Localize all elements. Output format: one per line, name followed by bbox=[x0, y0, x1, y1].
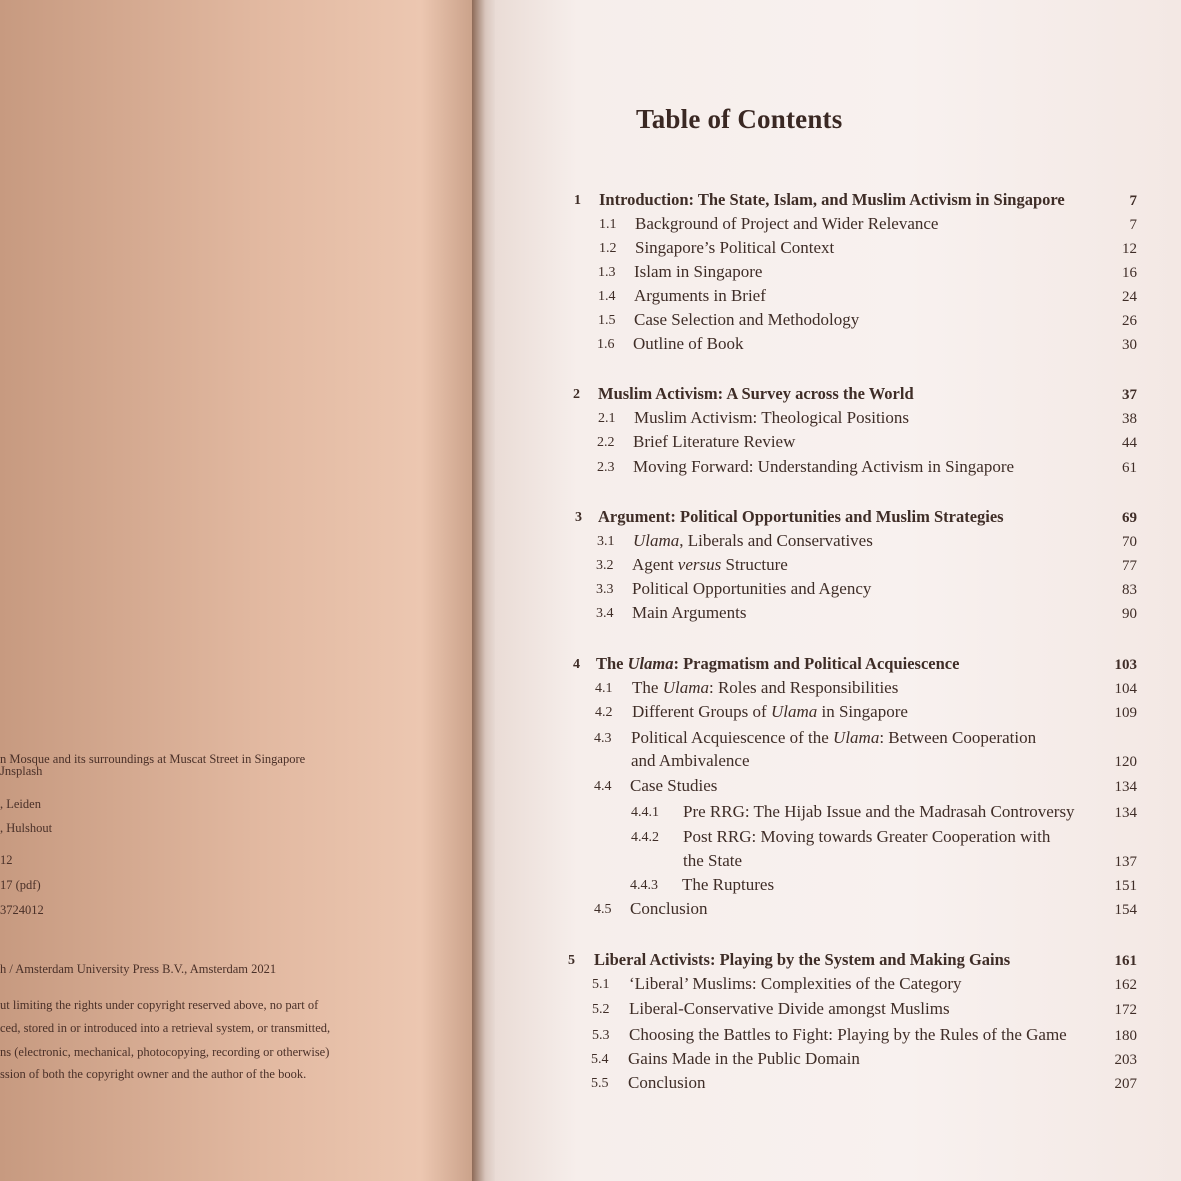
toc-page-number: 26 bbox=[1122, 313, 1137, 329]
toc-page-number: 70 bbox=[1122, 534, 1137, 550]
toc-page-number: 69 bbox=[1122, 510, 1137, 526]
toc-title: Table of Contents bbox=[636, 104, 843, 134]
rights-line-4: ssion of both the copyright owner and the author of the book. bbox=[0, 1067, 307, 1081]
toc-section-row bbox=[495, 334, 1181, 356]
toc-section-row bbox=[495, 751, 1181, 773]
toc-page-number: 24 bbox=[1122, 289, 1137, 305]
toc-number: 1 bbox=[574, 193, 581, 208]
toc-page-number: 151 bbox=[1114, 878, 1137, 894]
toc-number: 4.2 bbox=[595, 705, 613, 720]
toc-number: 3.1 bbox=[597, 534, 615, 549]
toc-section-row bbox=[495, 579, 1181, 601]
toc-section-row bbox=[495, 603, 1181, 625]
toc-page-number: 30 bbox=[1122, 337, 1137, 353]
toc-number: 5.2 bbox=[592, 1002, 610, 1017]
rights-line-1: ut limiting the rights under copyright reserved above, no part of bbox=[0, 998, 319, 1012]
printer-line: , Hulshout bbox=[0, 821, 53, 835]
toc-entry-title: Introduction: The State, Islam, and Muslim Activism in Singapore bbox=[599, 190, 1065, 209]
toc-number: 5.1 bbox=[592, 977, 610, 992]
toc-page-number: 161 bbox=[1114, 953, 1137, 969]
cover-credit-line: Jnsplash bbox=[0, 764, 43, 778]
toc-page-number: 104 bbox=[1114, 681, 1137, 697]
toc-chapter-row bbox=[495, 190, 1181, 212]
toc-number: 4.4 bbox=[594, 779, 612, 794]
eisbn-line: 17 (pdf) bbox=[0, 878, 41, 892]
toc-page-number: 61 bbox=[1122, 460, 1137, 476]
toc-number: 1.3 bbox=[598, 265, 616, 280]
toc-number: 2.1 bbox=[598, 411, 616, 426]
toc-entry-title: Singapore’s Political Context bbox=[635, 238, 835, 257]
toc-section-row bbox=[495, 776, 1181, 798]
toc-chapter-row bbox=[495, 950, 1181, 972]
toc-page-number: 7 bbox=[1129, 193, 1137, 209]
toc-page-number: 12 bbox=[1122, 241, 1137, 257]
toc-number: 3 bbox=[575, 510, 582, 525]
toc-page-number: 77 bbox=[1122, 558, 1137, 574]
toc-entry-title: Outline of Book bbox=[633, 334, 744, 353]
toc-number: 1.1 bbox=[599, 217, 617, 232]
toc-section-row bbox=[495, 728, 1181, 750]
toc-section-row bbox=[495, 702, 1181, 724]
toc-number: 3.4 bbox=[596, 606, 614, 621]
toc-number: 4 bbox=[573, 657, 580, 672]
toc-section-row bbox=[495, 899, 1181, 921]
toc-section-row bbox=[495, 999, 1181, 1021]
toc-entry-title: Political Acquiescence of the Ulama: Between Cooperation bbox=[631, 728, 1037, 747]
toc-entry-title: Case Studies bbox=[630, 776, 718, 795]
toc-page-number: 37 bbox=[1122, 387, 1137, 403]
toc-number: 1.4 bbox=[598, 289, 616, 304]
copyright-line: h / Amsterdam University Press B.V., Amsterdam 2021 bbox=[0, 962, 277, 976]
isbn-line: 12 bbox=[0, 853, 13, 867]
cover-caption-line: n Mosque and its surroundings at Muscat Street in Singapore bbox=[0, 752, 306, 766]
toc-page-number: 203 bbox=[1114, 1052, 1137, 1068]
toc-entry-title: Case Selection and Methodology bbox=[634, 310, 860, 329]
toc-page-number: 134 bbox=[1114, 779, 1137, 795]
toc-page-number: 7 bbox=[1129, 217, 1137, 233]
toc-chapter-row bbox=[495, 654, 1181, 676]
toc-page-number: 162 bbox=[1114, 977, 1137, 993]
toc-entry-title: Conclusion bbox=[628, 1073, 706, 1092]
toc-number: 5.4 bbox=[591, 1052, 609, 1067]
toc-page-number: 109 bbox=[1114, 705, 1137, 721]
toc-page-number: 120 bbox=[1114, 754, 1137, 770]
toc-entry-title: Background of Project and Wider Relevance bbox=[635, 214, 939, 233]
toc-entry-title: Choosing the Battles to Fight: Playing by the Rules of the Game bbox=[629, 1025, 1067, 1044]
publisher-line: , Leiden bbox=[0, 797, 41, 811]
doi-line: 3724012 bbox=[0, 903, 44, 917]
toc-entry-title: Political Opportunities and Agency bbox=[632, 579, 872, 598]
toc-number: 3.2 bbox=[596, 558, 614, 573]
toc-number: 3.3 bbox=[596, 582, 614, 597]
toc-section-row bbox=[495, 974, 1181, 996]
toc-number: 1.5 bbox=[598, 313, 616, 328]
toc-page-number: 38 bbox=[1122, 411, 1137, 427]
toc-page-number: 207 bbox=[1114, 1076, 1137, 1092]
toc-section-row bbox=[495, 851, 1181, 873]
toc-section-row bbox=[495, 875, 1181, 897]
toc-page-number: 44 bbox=[1122, 435, 1137, 451]
toc-section-row bbox=[495, 214, 1181, 236]
toc-entry-title: Agent versus Structure bbox=[632, 555, 788, 574]
toc-entry-title: Main Arguments bbox=[632, 603, 747, 622]
toc-chapter-row bbox=[495, 507, 1181, 529]
toc-number: 5.5 bbox=[591, 1076, 609, 1091]
toc-number: 4.4.3 bbox=[630, 878, 658, 893]
toc-entry-title: Conclusion bbox=[630, 899, 708, 918]
toc-section-row bbox=[495, 1049, 1181, 1071]
toc-number: 1.6 bbox=[597, 337, 615, 352]
toc-entry-title: Gains Made in the Public Domain bbox=[628, 1049, 860, 1068]
toc-number: 4.3 bbox=[594, 731, 612, 746]
toc-entry-title: Brief Literature Review bbox=[633, 432, 796, 451]
toc-chapter-row bbox=[495, 384, 1181, 406]
toc-section-row bbox=[495, 555, 1181, 577]
toc-page-number: 180 bbox=[1114, 1028, 1137, 1044]
toc-entry-title: Muslim Activism: A Survey across the World bbox=[598, 384, 914, 403]
toc-number: 4.4.1 bbox=[631, 805, 659, 820]
toc-section-row bbox=[495, 827, 1181, 849]
toc-entry-title: Liberal Activists: Playing by the System and Making Gains bbox=[594, 950, 1011, 969]
toc-section-row bbox=[495, 457, 1181, 479]
toc-entry-title: Post RRG: Moving towards Greater Cooperation with bbox=[683, 827, 1051, 846]
toc-number: 4.4.2 bbox=[631, 830, 659, 845]
toc-page-number: 134 bbox=[1114, 805, 1137, 821]
toc-page-number: 90 bbox=[1122, 606, 1137, 622]
toc-entry-title: Liberal-Conservative Divide amongst Muslims bbox=[629, 999, 950, 1018]
toc-section-row bbox=[495, 1073, 1181, 1095]
toc-entry-title: Pre RRG: The Hijab Issue and the Madrasah Controversy bbox=[683, 802, 1075, 821]
toc-section-row bbox=[495, 1025, 1181, 1047]
left-page bbox=[0, 0, 478, 1181]
toc-section-row bbox=[495, 238, 1181, 260]
toc-entry-title: Islam in Singapore bbox=[634, 262, 763, 281]
toc-section-row bbox=[495, 286, 1181, 308]
toc-page-number: 16 bbox=[1122, 265, 1137, 281]
toc-entry-title: The Ruptures bbox=[682, 875, 775, 894]
toc-number: 1.2 bbox=[599, 241, 617, 256]
toc-number: 4.5 bbox=[594, 902, 612, 917]
toc-number: 2.2 bbox=[597, 435, 615, 450]
toc-page-number: 103 bbox=[1114, 657, 1137, 673]
toc-entry-title: The Ulama: Pragmatism and Political Acquiescence bbox=[596, 654, 960, 673]
right-page bbox=[495, 0, 1181, 1181]
toc-section-row bbox=[495, 310, 1181, 332]
toc-entry-title: Moving Forward: Understanding Activism in Singapore bbox=[633, 457, 1015, 476]
toc-section-row bbox=[495, 678, 1181, 700]
toc-page-number: 172 bbox=[1114, 1002, 1137, 1018]
toc-entry-title: ‘Liberal’ Muslims: Complexities of the Category bbox=[629, 974, 962, 993]
toc-page-number: 83 bbox=[1122, 582, 1137, 598]
toc-entry-title: the State bbox=[683, 851, 743, 870]
toc-entry-title: Muslim Activism: Theological Positions bbox=[634, 408, 910, 427]
toc-entry-title: Different Groups of Ulama in Singapore bbox=[632, 702, 908, 721]
toc-section-row bbox=[495, 408, 1181, 430]
toc-number: 5 bbox=[568, 953, 575, 968]
toc-entry-title: and Ambivalence bbox=[631, 751, 750, 770]
toc-entry-title: Arguments in Brief bbox=[634, 286, 766, 305]
toc-section-row bbox=[495, 432, 1181, 454]
toc-section-row bbox=[495, 802, 1181, 824]
toc-number: 4.1 bbox=[595, 681, 613, 696]
toc-entry-title: Ulama, Liberals and Conservatives bbox=[633, 531, 873, 550]
toc-page-number: 137 bbox=[1114, 854, 1137, 870]
toc-page-number: 154 bbox=[1114, 902, 1137, 918]
toc-section-row bbox=[495, 531, 1181, 553]
toc-number: 2 bbox=[573, 387, 580, 402]
toc-number: 2.3 bbox=[597, 460, 615, 475]
rights-line-3: ns (electronic, mechanical, photocopying, recording or otherwise) bbox=[0, 1045, 330, 1059]
toc-entry-title: The Ulama: Roles and Responsibilities bbox=[632, 678, 899, 697]
rights-line-2: ced, stored in or introduced into a retrieval system, or transmitted, bbox=[0, 1021, 331, 1035]
toc-number: 5.3 bbox=[592, 1028, 610, 1043]
toc-entry-title: Argument: Political Opportunities and Muslim Strategies bbox=[598, 507, 1004, 526]
toc-section-row bbox=[495, 262, 1181, 284]
